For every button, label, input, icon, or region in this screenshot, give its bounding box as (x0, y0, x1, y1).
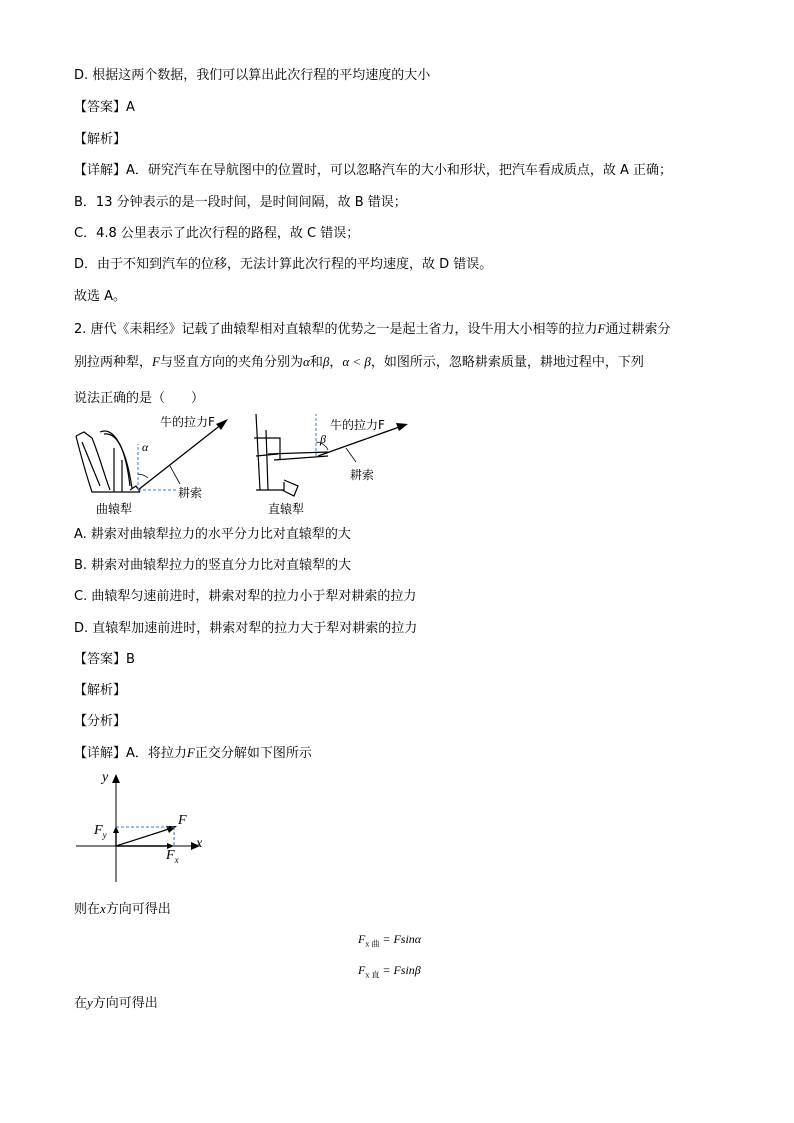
q-text: 别拉两种犁， (74, 355, 153, 370)
option-b: B. 耕索对曲辕犁拉力的竖直分力比对直辕犁的大 (74, 558, 352, 573)
force-label-left: 牛的拉力F (160, 415, 215, 429)
angle-label-beta: β (320, 432, 326, 446)
question-2-line2 (74, 353, 644, 372)
option-d: D. 直辕犁加速前进时，耕索对犁的拉力大于犁对耕索的拉力 (74, 621, 418, 636)
Fx-letter: F (166, 848, 175, 863)
force-vector-F (116, 828, 172, 846)
eq-subscript: x 直 (365, 970, 380, 980)
rope-label-left: 耕索 (178, 486, 203, 500)
force-label-right: 牛的拉力F (330, 418, 385, 432)
arrowhead-icon (216, 419, 228, 430)
force-label-F: F (178, 813, 187, 828)
reasoning-label: 【分析】 (74, 714, 127, 729)
force-label-Fx (166, 848, 179, 865)
curved-plough-drawing (76, 431, 140, 492)
Fy-letter: F (94, 823, 103, 838)
Fy-subscript: y (102, 829, 107, 840)
eq-lhs: F (358, 932, 366, 946)
Fx-subscript: x (174, 854, 179, 865)
detail-line (74, 744, 312, 763)
var-alpha: α (302, 354, 310, 369)
equation-curved (358, 932, 421, 949)
angle-label-alpha: α (142, 440, 149, 454)
q-text: ，如图所示，忽略耕索质量，耕地过程中，下列 (370, 355, 644, 370)
var-F: F (597, 321, 606, 336)
rope-leader-line (346, 448, 356, 462)
text-line: D. 根据这两个数据，我们可以算出此次行程的平均速度的大小 (74, 68, 431, 83)
q-text: 2. 唐代《耒耜经》记载了曲辕犁相对直辕犁的优势之一是起土省力，设牛用大小相等的拉力 (74, 322, 598, 337)
eq-rhs: = Fsinα (379, 932, 422, 946)
question-2-line3: 说法正确的是（ ） (74, 391, 205, 406)
text-line: B．13 分钟表示的是一段时间，是时间间隔，故 B 错误； (74, 195, 407, 210)
inequality: α < β (342, 354, 371, 369)
option-a: A. 耕索对曲辕犁拉力的水平分力比对直辕犁的大 (74, 527, 351, 542)
y-axis-label: y (102, 770, 109, 785)
var-F: F (186, 745, 195, 760)
q-text: 和 (309, 355, 323, 370)
var-F: F (152, 354, 160, 369)
detail-line (74, 994, 158, 1013)
y-axis-arrow-icon (112, 774, 120, 783)
option-c: C. 曲辕犁匀速前进时，耕索对犁的拉力小于犁对耕索的拉力 (74, 589, 417, 604)
x-axis-label: x (196, 836, 203, 851)
straight-plough-drawing (254, 414, 328, 496)
caption-curved-plough: 曲辕犁 (96, 502, 133, 516)
rope-label-right: 耕索 (350, 468, 375, 482)
question-2-line1 (74, 320, 671, 339)
equation-straight (358, 963, 421, 980)
q-text: 通过耕索分 (605, 322, 671, 337)
eq-rhs: = Fsinβ (379, 963, 421, 977)
eq-subscript: x 曲 (365, 939, 380, 949)
q-text: 正交分解如下图所示 (194, 746, 312, 761)
q-text: ， (329, 355, 343, 370)
q-text: 【详解】A．将拉力 (74, 746, 187, 761)
q-text: 则在 (74, 902, 101, 917)
decomposition-figure (70, 770, 220, 890)
detail-line (74, 900, 171, 919)
force-label-Fy (94, 823, 107, 840)
var-x: x (100, 901, 106, 916)
q-text: 方向可得出 (105, 902, 171, 917)
caption-straight-plough: 直辕犁 (268, 502, 305, 516)
text-line: D．由于不知到汽车的位移，无法计算此次行程的平均速度，故 D 错误。 (74, 257, 493, 272)
text-line: 【详解】A．研究汽车在导航图中的位置时，可以忽略汽车的大小和形状，把汽车看成质点，故 A 正确； (74, 163, 673, 178)
var-y: y (87, 995, 93, 1010)
analysis-label: 【解析】 (74, 683, 127, 698)
text-line: C．4.8 公里表示了此次行程的路程，故 C 错误； (74, 226, 360, 241)
var-beta: β (322, 354, 330, 369)
q-text: 方向可得出 (92, 996, 158, 1011)
text-line: 故选 A。 (74, 289, 127, 304)
q-text: 与竖直方向的夹角分别为 (159, 355, 303, 370)
answer-label: 【答案】A (74, 100, 135, 115)
analysis-label: 【解析】 (74, 132, 127, 147)
q-text: 在 (74, 996, 88, 1011)
angle-arc (138, 474, 148, 478)
force-arrow-left (138, 424, 222, 490)
arrowhead-icon (396, 423, 408, 431)
rope-leader-line (170, 466, 180, 484)
eq-lhs: F (358, 963, 366, 977)
answer-label: 【答案】B (74, 652, 135, 667)
